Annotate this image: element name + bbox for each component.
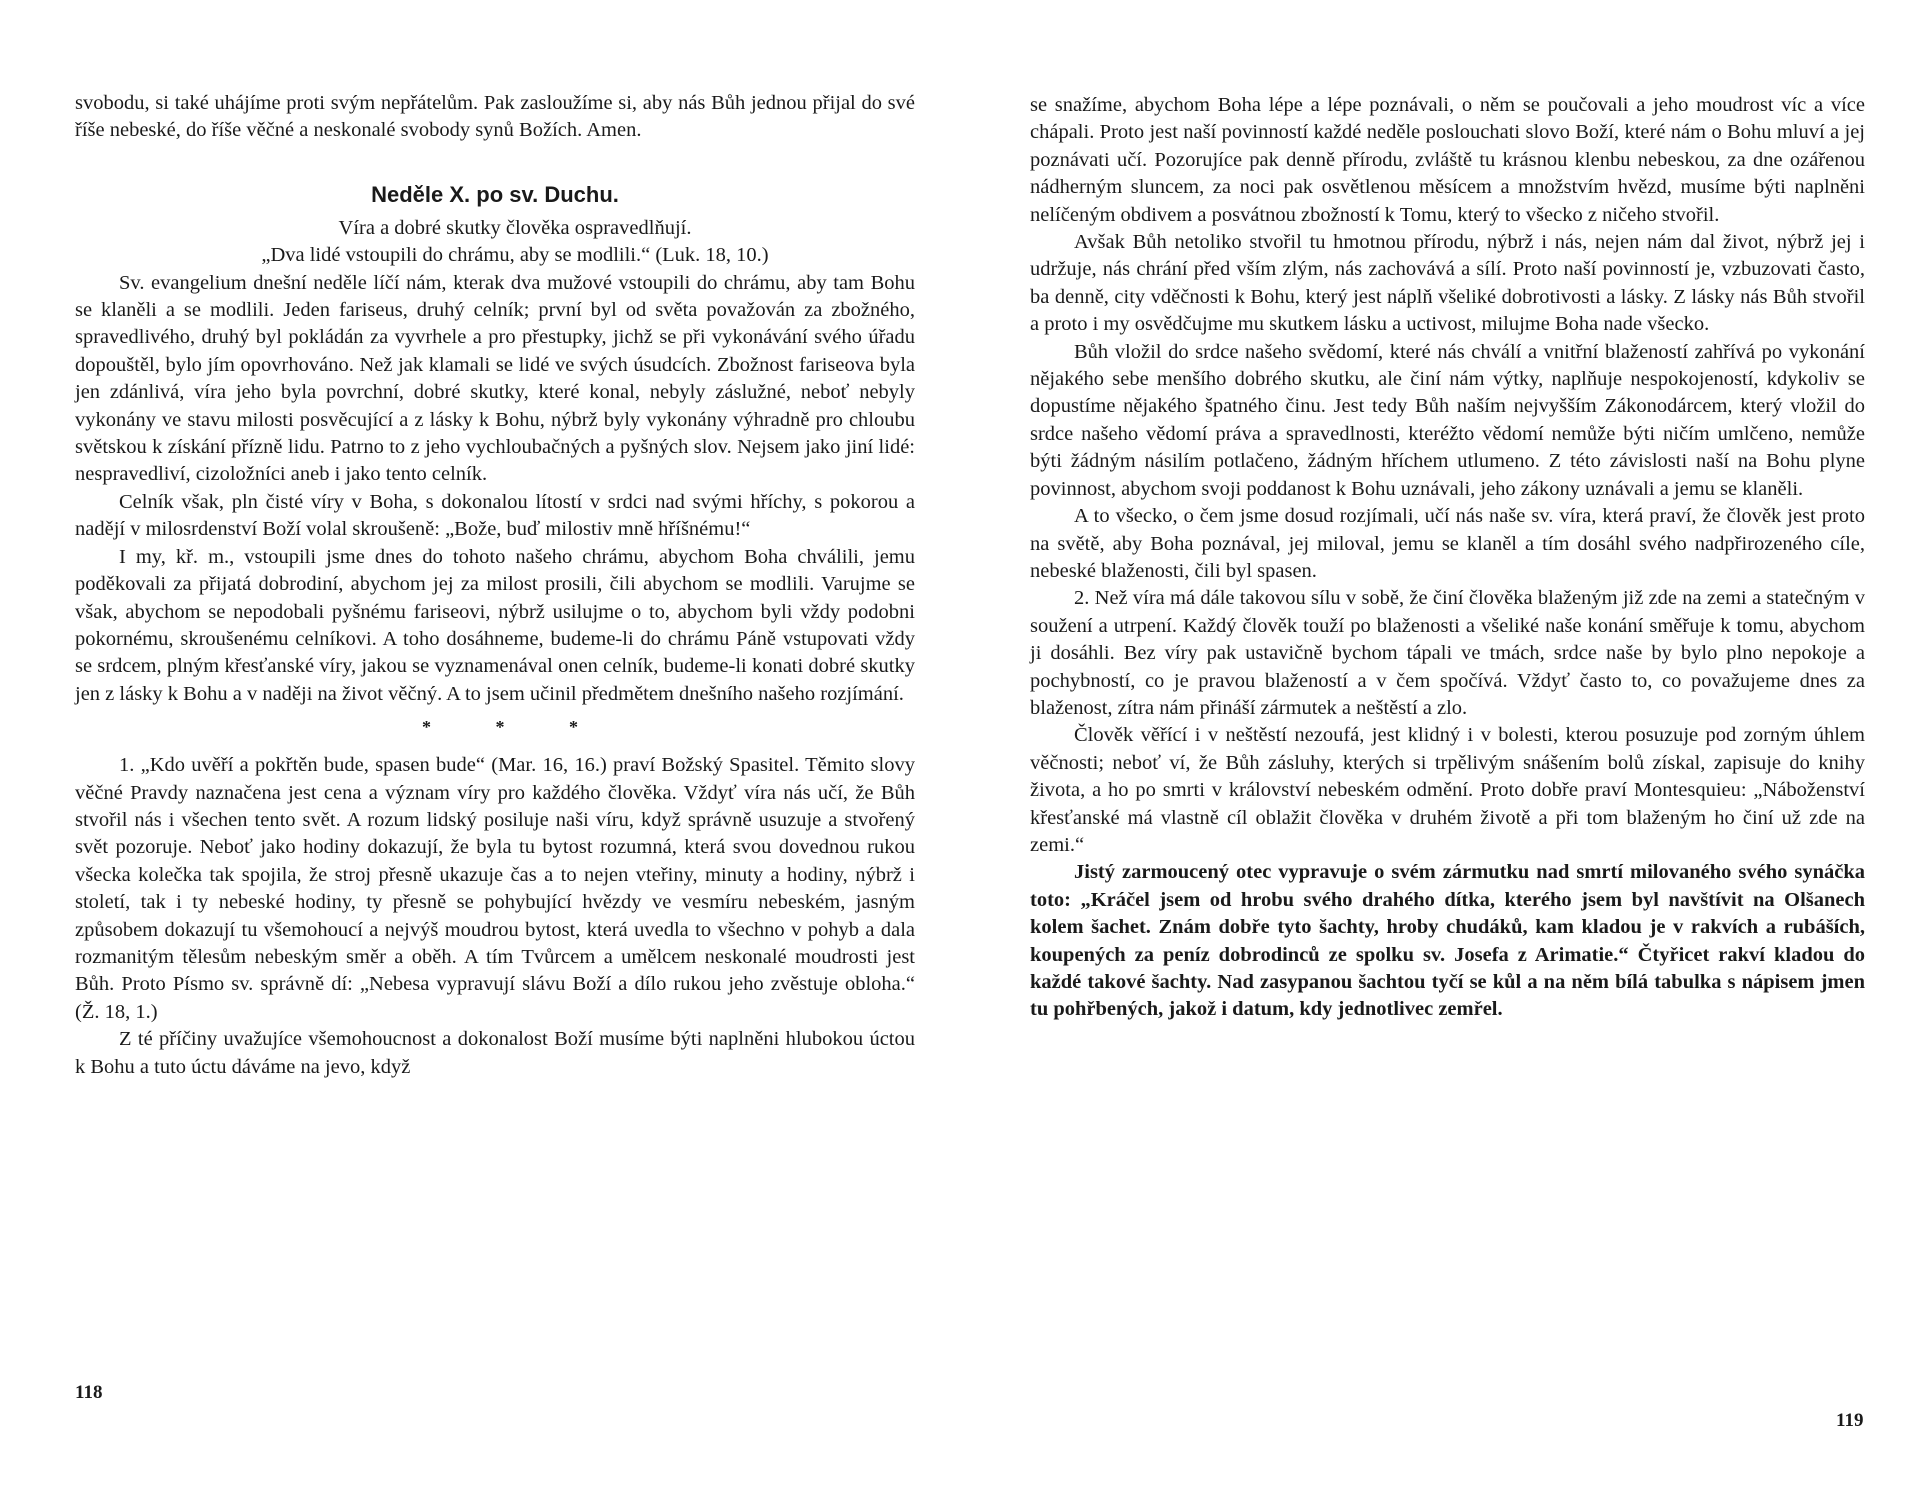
paragraph: Bůh vložil do srdce našeho svědomí, které nás chválí a vnitřní blažeností zahřívá po vykonání nějakého sebe menšího dobrého skutku, ale činí nám výtky, naplňuje nespokojeností, kdykoliv se dopustíme nějakého špatného činu. Jest tedy Bůh naším nejvyšším Zákonodárcem, který vložil do srdce našeho vědomí práva a spravedlnosti, kteréžto vědomí nemůže býti ničím umlčeno, nemůže býti žádným násilím potlačeno, žádným hříchem utlumeno. Z této závislosti naší na Bohu plyne povinnost, abychom svoji poddanost k Bohu uznávali, jeho zákony uznávali a jemu se klaněli.	[1030, 340, 1865, 500]
intro-paragraph: svobodu, si také uhájíme proti svým nepřátelům. Pak zasloužíme si, aby nás Bůh jednou přijal do své říše nebeské, do říše věčné a neskonalé svobody synů Božích. Amen.	[75, 92, 915, 142]
sermon-subheading: Víra a dobré skutky člověka ospravedlňují.	[338, 216, 692, 239]
paragraph: A to všecko, o čem jsme dosud rozjímali, učí nás naše sv. víra, která praví, že člověk jest proto na světě, aby Boha poznával, jej miloval, jemu se klaněl a tím dosáhl svého nadpřirozeného cíle, nebeské blaženosti, čili byl spasen.	[1030, 505, 1865, 582]
sermon-heading: Neděle X. po sv. Duchu.	[371, 181, 619, 207]
paragraph: Celník však, pln čisté víry v Boha, s dokonalou lítostí v srdci nad svými hříchy, s pokorou a nadějí v milosrdenství Boží volal skroušeně: „Bože, buď milostiv mně hříšnému!“	[75, 490, 915, 541]
paragraph: 2. Než víra má dále takovou sílu v sobě, že činí člověka blaženým již zde na zemi a statečným v soužení a utrpení. Každý člověk touží po blaženosti a všeliké naše konání směřuje k tomu, abychom ji dosáhli. Bez víry pak ustavičně bychom tápali ve tmách, srdce naše by bylo plno nepokoje a pochybností, co je pravou blažeností a v čem spočívá. Vždyť často to, co považujeme dnes za blaženost, zítra nám přináší zármutek a neštěstí a zlo.	[1030, 587, 1865, 719]
left-page	[75, 0, 975, 1500]
paragraph: I my, kř. m., vstoupili jsme dnes do tohoto našeho chrámu, abychom Boha chválili, jemu poděkovali za přijatá dobrodiní, abychom jej za milost prosili, čili abychom se modlili. Varujme se však, abychom se nepodobali pyšnému fariseovi, nýbrž usilujme o to, abychom byli vždy podobni pokornému, skroušenému celníkovi. A toho dosáhneme, budeme-li do chrámu Páně vstupovati vždy se srdcem, plným křesťanské víry, jakou se vyznamenával onen celník, budeme-li konati dobré skutky jen z lásky k Bohu a v naději na život věčný. A to jsem učinil předmětem dnešního našeho rozjímání.	[75, 545, 915, 705]
section-divider-asterism: * * *	[422, 717, 608, 738]
paragraph: Z té příčiny uvažujíce všemohoucnost a dokonalost Boží musíme býti naplněni hlubokou úctou k Bohu a tuto úctu dáváme na jevo, když	[75, 1028, 915, 1078]
sermon-quote: „Dva lidé vstoupili do chrámu, aby se modlili.“ (Luk. 18, 10.)	[261, 244, 769, 267]
right-page	[1030, 0, 1918, 1500]
paragraph: Jistý zarmoucený otec vypravuje o svém zármutku nad smrtí milovaného svého synáčka toto: „Kráčel jsem od hrobu svého drahého dítka, kterého jsem byl navštívit na Olšanech kolem šachet. Znám dobře tyto šachty, hroby chudáků, kam kladou je v rakvích a rubáších, koupených za peníz dobrodinců ze spolku sv. Josefa z Arimatie.“ Čtyřicet rakví kladou do každé takové šachty. Nad zasypanou šachtou tyčí se kůl a na něm bílá tabulka s nápisem jmen tu pohřbených, jakož i datum, kdy jednotlivec zemřel.	[1030, 861, 1865, 1021]
left-text-column	[75, 90, 915, 1081]
page-number-left: 118	[75, 1382, 103, 1403]
paragraph: Sv. evangelium dnešní neděle líčí nám, kterak dva mužové vstoupili do chrámu, aby tam Bohu se klaněli a se modlili. Jeden fariseus, druhý celník; první byl od světa považován za zbožného, spravedlivého, druhý byl pokládán za vyvrhele a pro přestupky, jichž se při vykonávání svého úřadu dopouštěl, bylo jím opovrhováno. Než jak klamali se lidé ve svých úsudcích. Zbožnost fariseova byla jen zdánlivá, víra jeho byla povrchní, dobré skutky, které konal, nebyly záslužné, neboť nebyly vykonány ve stavu milosti posvěcující a z lásky k Bohu, nýbrž byly vykonány výhradně pro chloubu světskou k získání přízně lidu. Patrno to z jeho vychloubačných a pyšných slov. Nejsem jako jiní lidé: nespravedliví, cizoložníci aneb i jako tento celník.	[75, 271, 915, 486]
right-text-column	[1030, 92, 1865, 1024]
paragraph: Avšak Bůh netoliko stvořil tu hmotnou přírodu, nýbrž i nás, nejen nám dal život, nýbrž jej i udržuje, nás chrání před vším zlým, nás zachovává a sílí. Proto naší povinností je, vzbuzovati často, ba denně, city vděčnosti k Bohu, který jest náplň všeliké dobrotivosti a lásky. Z lásky nás Bůh stvořil a proto i my osvědčujme mu skutkem lásku a uctivost, milujme Boha nade všecko.	[1030, 231, 1865, 336]
page-number-right: 119	[1836, 1410, 1864, 1431]
paragraph: se snažíme, abychom Boha lépe a lépe poznávali, o něm se poučovali a jeho moudrost víc a více chápali. Proto jest naší povinností každé neděle poslouchati slovo Boží, které nám o Bohu mluví a jej poznávati učí. Pozorujíce pak denně přírodu, zvláště tu krásnou klenbu nebeskou, za dne ozářenou nádherným sluncem, za noci pak osvětlenou měsícem a množstvím hvězd, musíme býti naplněni nelíčeným obdivem a posvátnou zbožností k Tomu, který to všecko z ničeho stvořil.	[1030, 94, 1865, 226]
paragraph: Člověk věřící i v neštěstí nezoufá, jest klidný i v bolesti, kterou posuzuje pod zorným úhlem věčnosti; neboť ví, že Bůh zásluhy, kterých si trpělivým snášením bolů získal, zapisuje do knihy života, a ho po smrti v království nebeském odmění. Proto dobře praví Montesquieu: „Náboženství křesťanské má vlastně cíl oblažit člověka v druhém životě a při tom blaženým ho činí už zde na zemi.“	[1030, 724, 1865, 856]
paragraph: 1. „Kdo uvěří a pokřtěn bude, spasen bude“ (Mar. 16, 16.) praví Božský Spasitel. Těmito slovy věčné Pravdy naznačena jest cena a význam víry pro každého člověka. Vždyť víra nás učí, že Bůh stvořil nás i všechen tento svět. A rozum lidský posiluje naši víru, když správně usuzuje a stvořený svět pozoruje. Neboť jako hodiny dokazují, že byla tu bytost rozumná, která svou dovednou rukou všecka kolečka tak spojila, že stroj přesně ukazuje čas a to nejen vteřiny, minuty a hodiny, nýbrž i století, tak i ty nebeské hodiny, ty přesně se pohybující hvězdy ve vesmíru nebeském, jasným způsobem dokazují tu všemohoucí a nejvýš moudrou bytost, která uvedla to všechno v pohyb a dala rozmanitým tělesům nebeským směr a oběh. A tím Tvůrcem a umělcem neskonalé moudrosti jest Bůh. Proto Písmo sv. správně dí: „Nebesa vypravují slávu Boží a dílo rukou jeho zvěstuje obloha.“ (Ž. 18, 1.)	[75, 754, 915, 1023]
